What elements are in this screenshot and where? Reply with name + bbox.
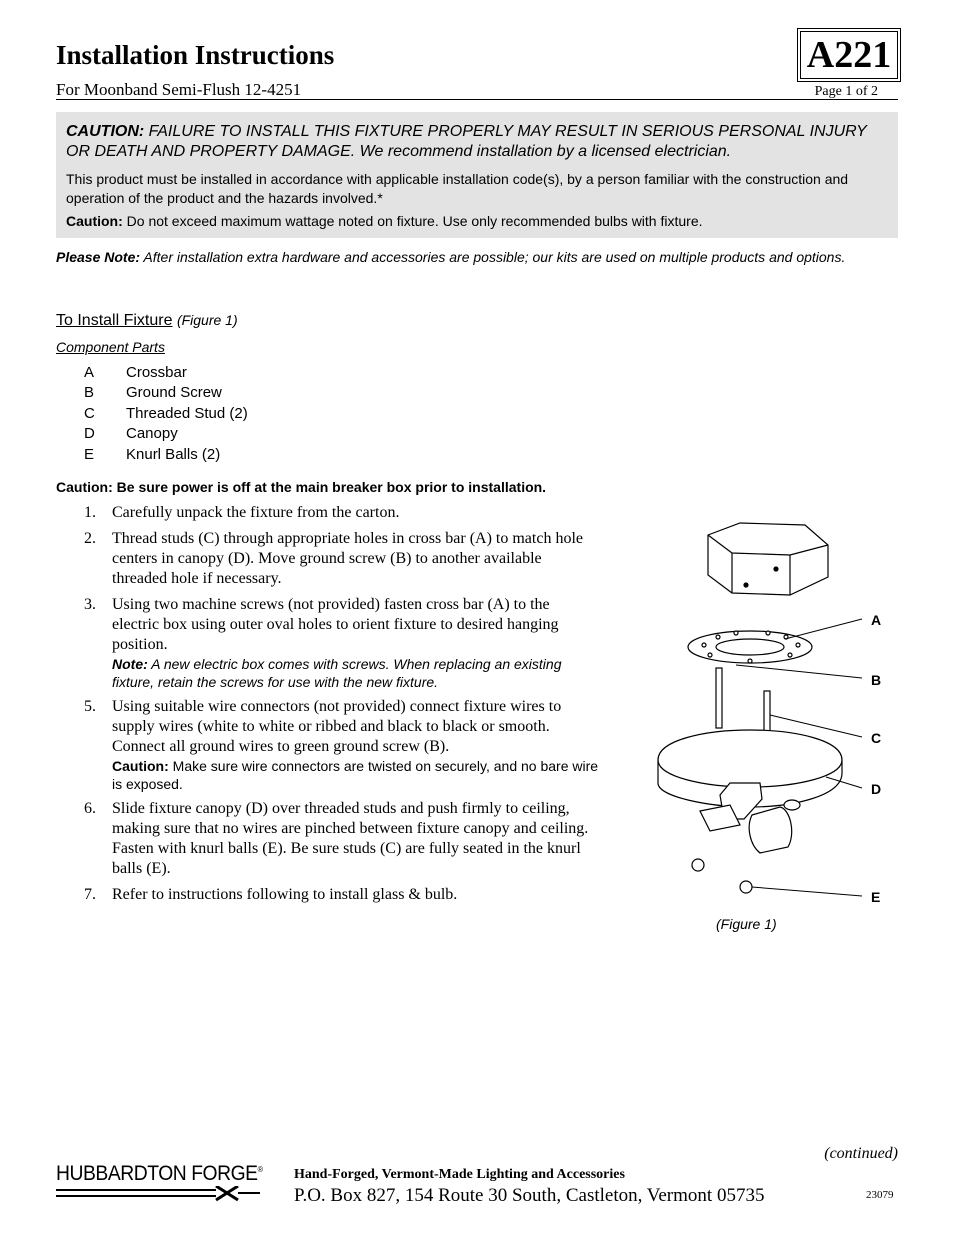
figure-label-e: E	[871, 889, 881, 905]
list-item	[84, 405, 248, 425]
caution-warning-text: FAILURE TO INSTALL THIS FIXTURE PROPERLY MAY RESULT IN SERIOUS PERSONAL INJURY OR DEATH AND PROPERTY DAMAGE. We recommend installation by a licensed electrician.	[66, 123, 867, 160]
part-name: Threaded Stud (2)	[126, 404, 248, 422]
note-label: Please Note:	[56, 249, 141, 265]
step-text: Using two machine screws (not provided) fasten cross bar (A) to the electric box using outer oval holes to orient fixture to desired hanging position.	[112, 596, 559, 653]
step-text: Thread studs (C) through appropriate holes in cross bar (A) to match hole centers in canopy (D). Move ground screw (B) to another available threaded hole if necessary.	[112, 530, 583, 587]
figure-label-c: C	[871, 730, 882, 746]
product-subtitle: For Moonband Semi-Flush 12-4251	[56, 80, 302, 99]
step-text: Refer to instructions following to install glass & bulb.	[112, 886, 458, 903]
wattage-label: Caution:	[66, 213, 123, 229]
part-letter: B	[84, 384, 95, 402]
crossbar	[688, 631, 812, 663]
list-item	[84, 446, 248, 466]
document-number: 23079	[866, 1189, 894, 1201]
caution-wattage	[66, 212, 888, 231]
part-letter: E	[84, 445, 95, 463]
company-logo	[56, 1162, 281, 1207]
logo-forge-mark	[56, 1186, 260, 1202]
step-text: Carefully unpack the fixture from the carton.	[112, 504, 400, 521]
section-title: To Install Fixture	[56, 312, 173, 329]
part-letter: A	[84, 364, 95, 381]
step-text: Using suitable wire connectors (not provided) connect fixture wires to supply wires (white to white or ribbed and black to black or smooth. Connect all ground wires to green ground screw (B).	[112, 698, 562, 755]
section-heading	[56, 312, 238, 330]
leader-line-a	[785, 619, 862, 639]
step-item	[84, 697, 600, 793]
step-number: 6.	[84, 800, 96, 817]
step-caution	[112, 757, 600, 793]
figure-caption: (Figure 1)	[716, 916, 777, 932]
step-number: 3.	[84, 596, 96, 613]
header-rule	[56, 99, 898, 100]
caution-label: CAUTION:	[66, 123, 145, 140]
parts-list	[84, 364, 248, 466]
part-name: Crossbar	[126, 364, 187, 381]
install-steps	[84, 503, 600, 911]
step-number: 1.	[84, 504, 96, 521]
figure-label-b: B	[871, 672, 882, 688]
wattage-text: Do not exceed maximum wattage noted on fixture. Use only recommended bulbs with fixture.	[126, 213, 703, 229]
document-code-box	[797, 28, 901, 82]
list-item	[84, 364, 248, 384]
step-note	[112, 655, 600, 691]
step-note-text: A new electric box comes with screws. When replacing an existing fixture, retain the screws for use with the new fixture.	[112, 656, 562, 690]
step-caution-label: Caution:	[112, 758, 169, 774]
caution-warning	[66, 122, 888, 162]
document-code: A221	[806, 34, 892, 76]
figure-label-a: A	[871, 612, 882, 628]
continued-note: (continued)	[824, 1145, 898, 1162]
step-item	[84, 885, 600, 905]
step-item	[84, 595, 600, 691]
leader-line-b	[736, 665, 862, 678]
part-letter: D	[84, 425, 95, 443]
step-text: Slide fixture canopy (D) over threaded studs and push firmly to ceiling, making sure that no wires are pinched between fixture canopy and ceiling. Fasten with knurl balls (E). Be sure studs (C) are fully seated in the knurl balls (E).	[112, 800, 589, 877]
company-address: P.O. Box 827, 154 Route 30 South, Castleton, Vermont 05735	[294, 1185, 765, 1206]
company-tagline: Hand-Forged, Vermont-Made Lighting and Accessories	[294, 1167, 625, 1182]
caution-box	[56, 112, 898, 238]
electric-box	[708, 523, 828, 595]
step-item	[84, 503, 600, 523]
step-item	[84, 529, 600, 589]
step-item	[84, 799, 600, 879]
part-name: Canopy	[126, 425, 178, 443]
canopy	[658, 730, 842, 853]
logo-text: HUBBARDTON FORGE	[56, 1162, 258, 1185]
note-text: After installation extra hardware and accessories are possible; our kits are used on multiple products and options.	[143, 249, 846, 265]
knurl-balls	[692, 859, 752, 893]
page-title: Installation Instructions	[56, 40, 335, 70]
list-item	[84, 425, 248, 445]
section-figure-ref: (Figure 1)	[176, 312, 238, 328]
part-name: Ground Screw	[126, 384, 222, 402]
part-name: Knurl Balls (2)	[126, 445, 221, 463]
step-note-label: Note:	[112, 656, 148, 672]
caution-code-text: This product must be installed in accordance with applicable installation code(s), by a person familiar with the construction and operation of the product and the hazards involved.*	[66, 171, 849, 206]
step-caution-text: Make sure wire connectors are twisted on securely, and no bare wire is exposed.	[112, 758, 599, 792]
power-caution: Caution: Be sure power is off at the main breaker box prior to installation.	[56, 479, 547, 495]
exploded-fixture-diagram	[640, 515, 900, 915]
step-number: 7.	[84, 886, 96, 903]
page-number: Page 1 of 2	[814, 84, 878, 99]
registered-mark: ®	[257, 1165, 263, 1174]
leader-line-e	[752, 887, 862, 896]
step-number: 5.	[84, 698, 96, 715]
part-letter: C	[84, 404, 95, 422]
list-item	[84, 384, 248, 404]
step-number: 2.	[84, 530, 96, 547]
please-note	[56, 248, 898, 267]
figure-label-d: D	[871, 781, 882, 797]
component-parts-title: Component Parts	[56, 339, 165, 355]
